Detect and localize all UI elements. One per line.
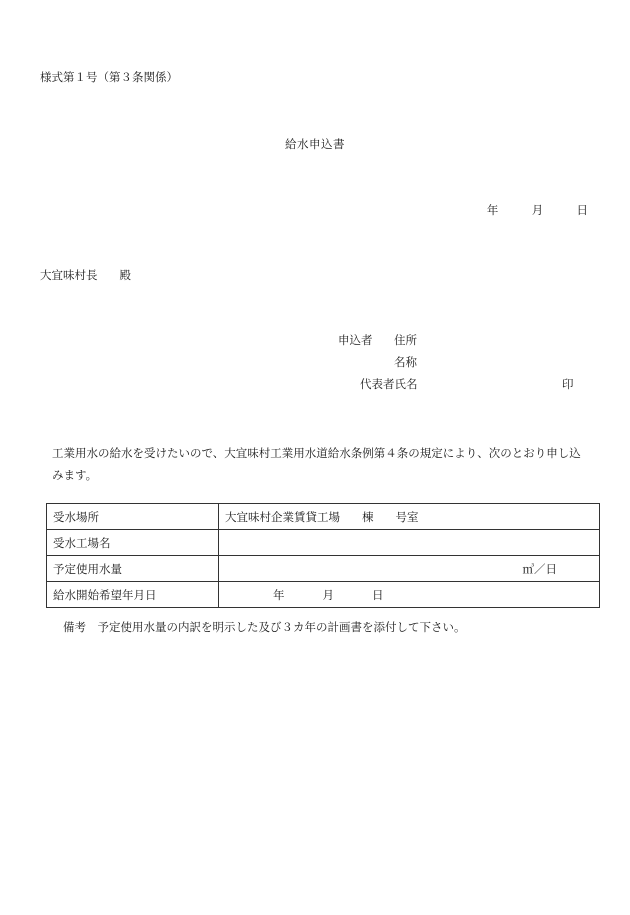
receiving-location-label: 受水場所 [47,504,219,530]
applicant-address-label: 住所 [394,333,417,347]
start-date-label: 給水開始希望年月日 [47,582,219,608]
date-month: 月 [531,203,544,217]
room-text: 号室 [395,509,419,524]
addressee [40,268,131,282]
applicant-name-label: 名称 [394,355,417,369]
table-row [47,504,600,530]
factory-name-value [219,530,600,556]
planned-volume-value [219,556,600,582]
start-day: 日 [372,587,384,602]
remark-note: 備考 予定使用水量の内訳を明示した及び３カ年の計画書を添付して下さい。 [63,620,466,634]
date-year: 年 [486,203,499,217]
date-day: 日 [576,203,588,217]
table-row [47,556,600,582]
form-number: 様式第１号（第３条関係） [40,70,178,84]
location-text: 大宜味村企業賃貸工場 [225,509,340,524]
volume-unit: ㎥／日 [522,561,557,576]
planned-volume-label: 予定使用水量 [47,556,219,582]
addressee-honorific: 殿 [119,268,131,282]
start-month: 月 [322,587,334,602]
applicant-prefix: 申込者 [338,333,373,347]
applicant-rep-label: 代表者氏名 [360,377,418,391]
seal-mark: 印 [562,377,574,391]
body-text: 工業用水の給水を受けたいので、大宜味村工業用水道給水条例第４条の規定により、次のとおり申し込みます。 [52,446,581,482]
table-row [47,582,600,608]
factory-name-label: 受水工場名 [47,530,219,556]
date-line [487,203,588,217]
receiving-location-value [219,504,600,530]
start-date-value [219,582,600,608]
building-text: 棟 [362,509,374,524]
document-title: 給水申込書 [285,137,345,151]
start-year: 年 [273,587,285,602]
addressee-name: 大宜味村長 [40,268,98,282]
table-row [47,530,600,556]
info-table [46,503,600,608]
